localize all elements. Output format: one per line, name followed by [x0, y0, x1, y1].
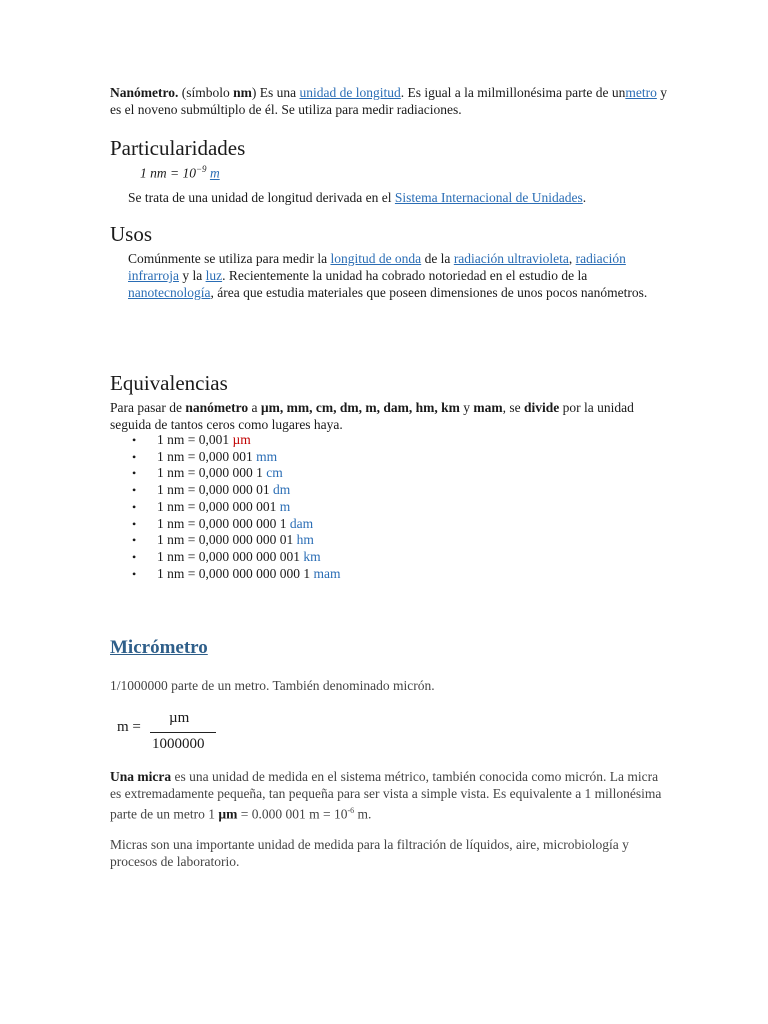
usos-text: y la: [178, 268, 206, 283]
micra-bold: Una micra: [110, 769, 172, 784]
equivalence-value: 1 nm = 0,000 000 000 001: [157, 548, 304, 564]
intro-text: ) Es una: [251, 85, 300, 100]
link-radiacion-ultravioleta[interactable]: radiación ultravioleta: [453, 251, 569, 266]
equivalence-unit: km: [303, 548, 321, 564]
list-item: [110, 465, 341, 482]
intro-text: y es el noveno submúltiplo de él. Se utiliza para medir radiaciones.: [110, 85, 667, 117]
link-metro[interactable]: metro: [625, 85, 657, 100]
formula-nm: [140, 164, 220, 182]
intro-symbol: nm: [233, 85, 252, 100]
formula-exponent: −9: [195, 164, 207, 174]
equivalencias-text: y: [459, 400, 474, 415]
equivalence-value: 1 nm = 0,000 000 01: [157, 482, 273, 498]
link-nanotecnologia[interactable]: nanotecnología: [128, 285, 211, 300]
equivalencias-bold: mam: [473, 400, 503, 415]
link-luz[interactable]: luz: [205, 268, 223, 283]
equivalencias-bold: nanómetro: [185, 400, 249, 415]
list-item: [110, 532, 341, 549]
link-longitud-de-onda[interactable]: longitud de onda: [330, 251, 422, 266]
list-item: [110, 432, 341, 449]
equivalence-value: 1 nm = 0,000 000 000 01: [157, 532, 297, 548]
equivalencias-paragraph: [110, 399, 670, 433]
equivalence-value: 1 nm = 0,000 000 1: [157, 465, 267, 481]
list-item: [110, 516, 341, 533]
fraction-numerator: µm: [169, 710, 190, 726]
list-item: [110, 566, 341, 583]
micra-text: = 0.000 001 m = 10: [237, 806, 348, 822]
equivalence-value: 1 nm = 0,000 000 000 000 1: [157, 565, 314, 581]
intro-text: (símbolo: [178, 85, 234, 100]
equivalencias-bold: divide: [523, 400, 560, 415]
link-radiacion-infrarroja[interactable]: radiación infrarroja: [128, 251, 626, 283]
list-item: [110, 482, 341, 499]
equivalence-value: 1 nm = 0,000 000 001: [157, 498, 280, 514]
fraction-denominator: 1000000: [152, 736, 205, 752]
equivalencias-text: Para pasar de: [110, 400, 186, 415]
link-unidad-de-longitud[interactable]: unidad de longitud: [299, 85, 401, 100]
particularidades-text: .: [582, 190, 587, 205]
equivalence-unit: dm: [273, 482, 291, 498]
equivalencias-bold: µm, mm, cm, dm, m, dam, hm, km: [260, 400, 460, 415]
equivalencias-list: [110, 432, 341, 582]
intro-text: . Es igual a la milmillonésima parte de un: [400, 85, 626, 100]
formula-base: 1 nm = 10: [140, 165, 196, 181]
micra-paragraph: [110, 768, 670, 823]
equivalence-unit: µm: [232, 432, 251, 447]
equivalencias-text: por la unidad seguida de tantos ceros como lugares haya.: [110, 400, 634, 432]
particularidades-paragraph: [128, 189, 668, 206]
usos-text: . Recientemente la unidad ha cobrado notoriedad en el estudio de la: [222, 268, 588, 283]
fraction-lhs: m =: [117, 719, 141, 735]
equivalence-unit: hm: [296, 532, 314, 548]
link-m[interactable]: m: [209, 165, 220, 181]
usos-text: Comúnmente se utiliza para medir la: [128, 251, 331, 266]
intro-paragraph: [110, 84, 670, 118]
micras-paragraph: Micras son una importante unidad de medida para la filtración de líquidos, aire, microbiología y procesos de laboratorio.: [110, 837, 629, 869]
particularidades-text: Se trata de una unidad de longitud derivada en el: [128, 190, 395, 205]
fraction-bar: [150, 732, 216, 733]
equivalencias-text: , se: [502, 400, 524, 415]
equivalencias-text: a: [248, 400, 261, 415]
link-sistema-internacional[interactable]: Sistema Internacional de Unidades: [394, 190, 583, 205]
heading-particularidades: Particularidades: [110, 136, 246, 160]
list-item: [110, 499, 341, 516]
equivalence-unit: m: [279, 498, 291, 514]
micra-text: es una unidad de medida en el sistema métrico, también conocida como micrón. La micra es extremadamente pequeña, tan pequeña para ser vista a simple vista. Es equivalente a 1 millonésima parte de un metro 1: [110, 769, 662, 822]
equivalence-unit: mm: [256, 448, 278, 464]
heading-equivalencias: Equivalencias: [110, 371, 228, 395]
usos-text: ,: [568, 251, 576, 266]
list-item: [110, 449, 341, 466]
intro-term: Nanómetro.: [110, 85, 179, 100]
usos-text: , área que estudia materiales que poseen dimensiones de unos pocos nanómetros.: [210, 285, 648, 300]
micra-text: m.: [354, 806, 372, 822]
usos-text: de la: [421, 251, 454, 266]
equivalence-value: 1 nm = 0,000 000 000 1: [157, 515, 290, 531]
equivalence-unit: mam: [313, 565, 341, 581]
micra-exponent: -6: [347, 806, 355, 815]
usos-paragraph: [128, 250, 668, 301]
equivalence-unit: dam: [289, 515, 314, 531]
heading-micrometro[interactable]: Micrómetro: [110, 637, 208, 658]
equivalence-value: 1 nm = 0,001: [157, 432, 233, 447]
equivalence-value: 1 nm = 0,000 001: [157, 448, 257, 464]
list-item: [110, 549, 341, 566]
micra-um: µm: [218, 806, 238, 822]
micrometro-description: 1/1000000 parte de un metro. También denominado micrón.: [110, 678, 435, 693]
heading-usos: Usos: [110, 222, 153, 246]
equivalence-unit: cm: [266, 465, 283, 481]
